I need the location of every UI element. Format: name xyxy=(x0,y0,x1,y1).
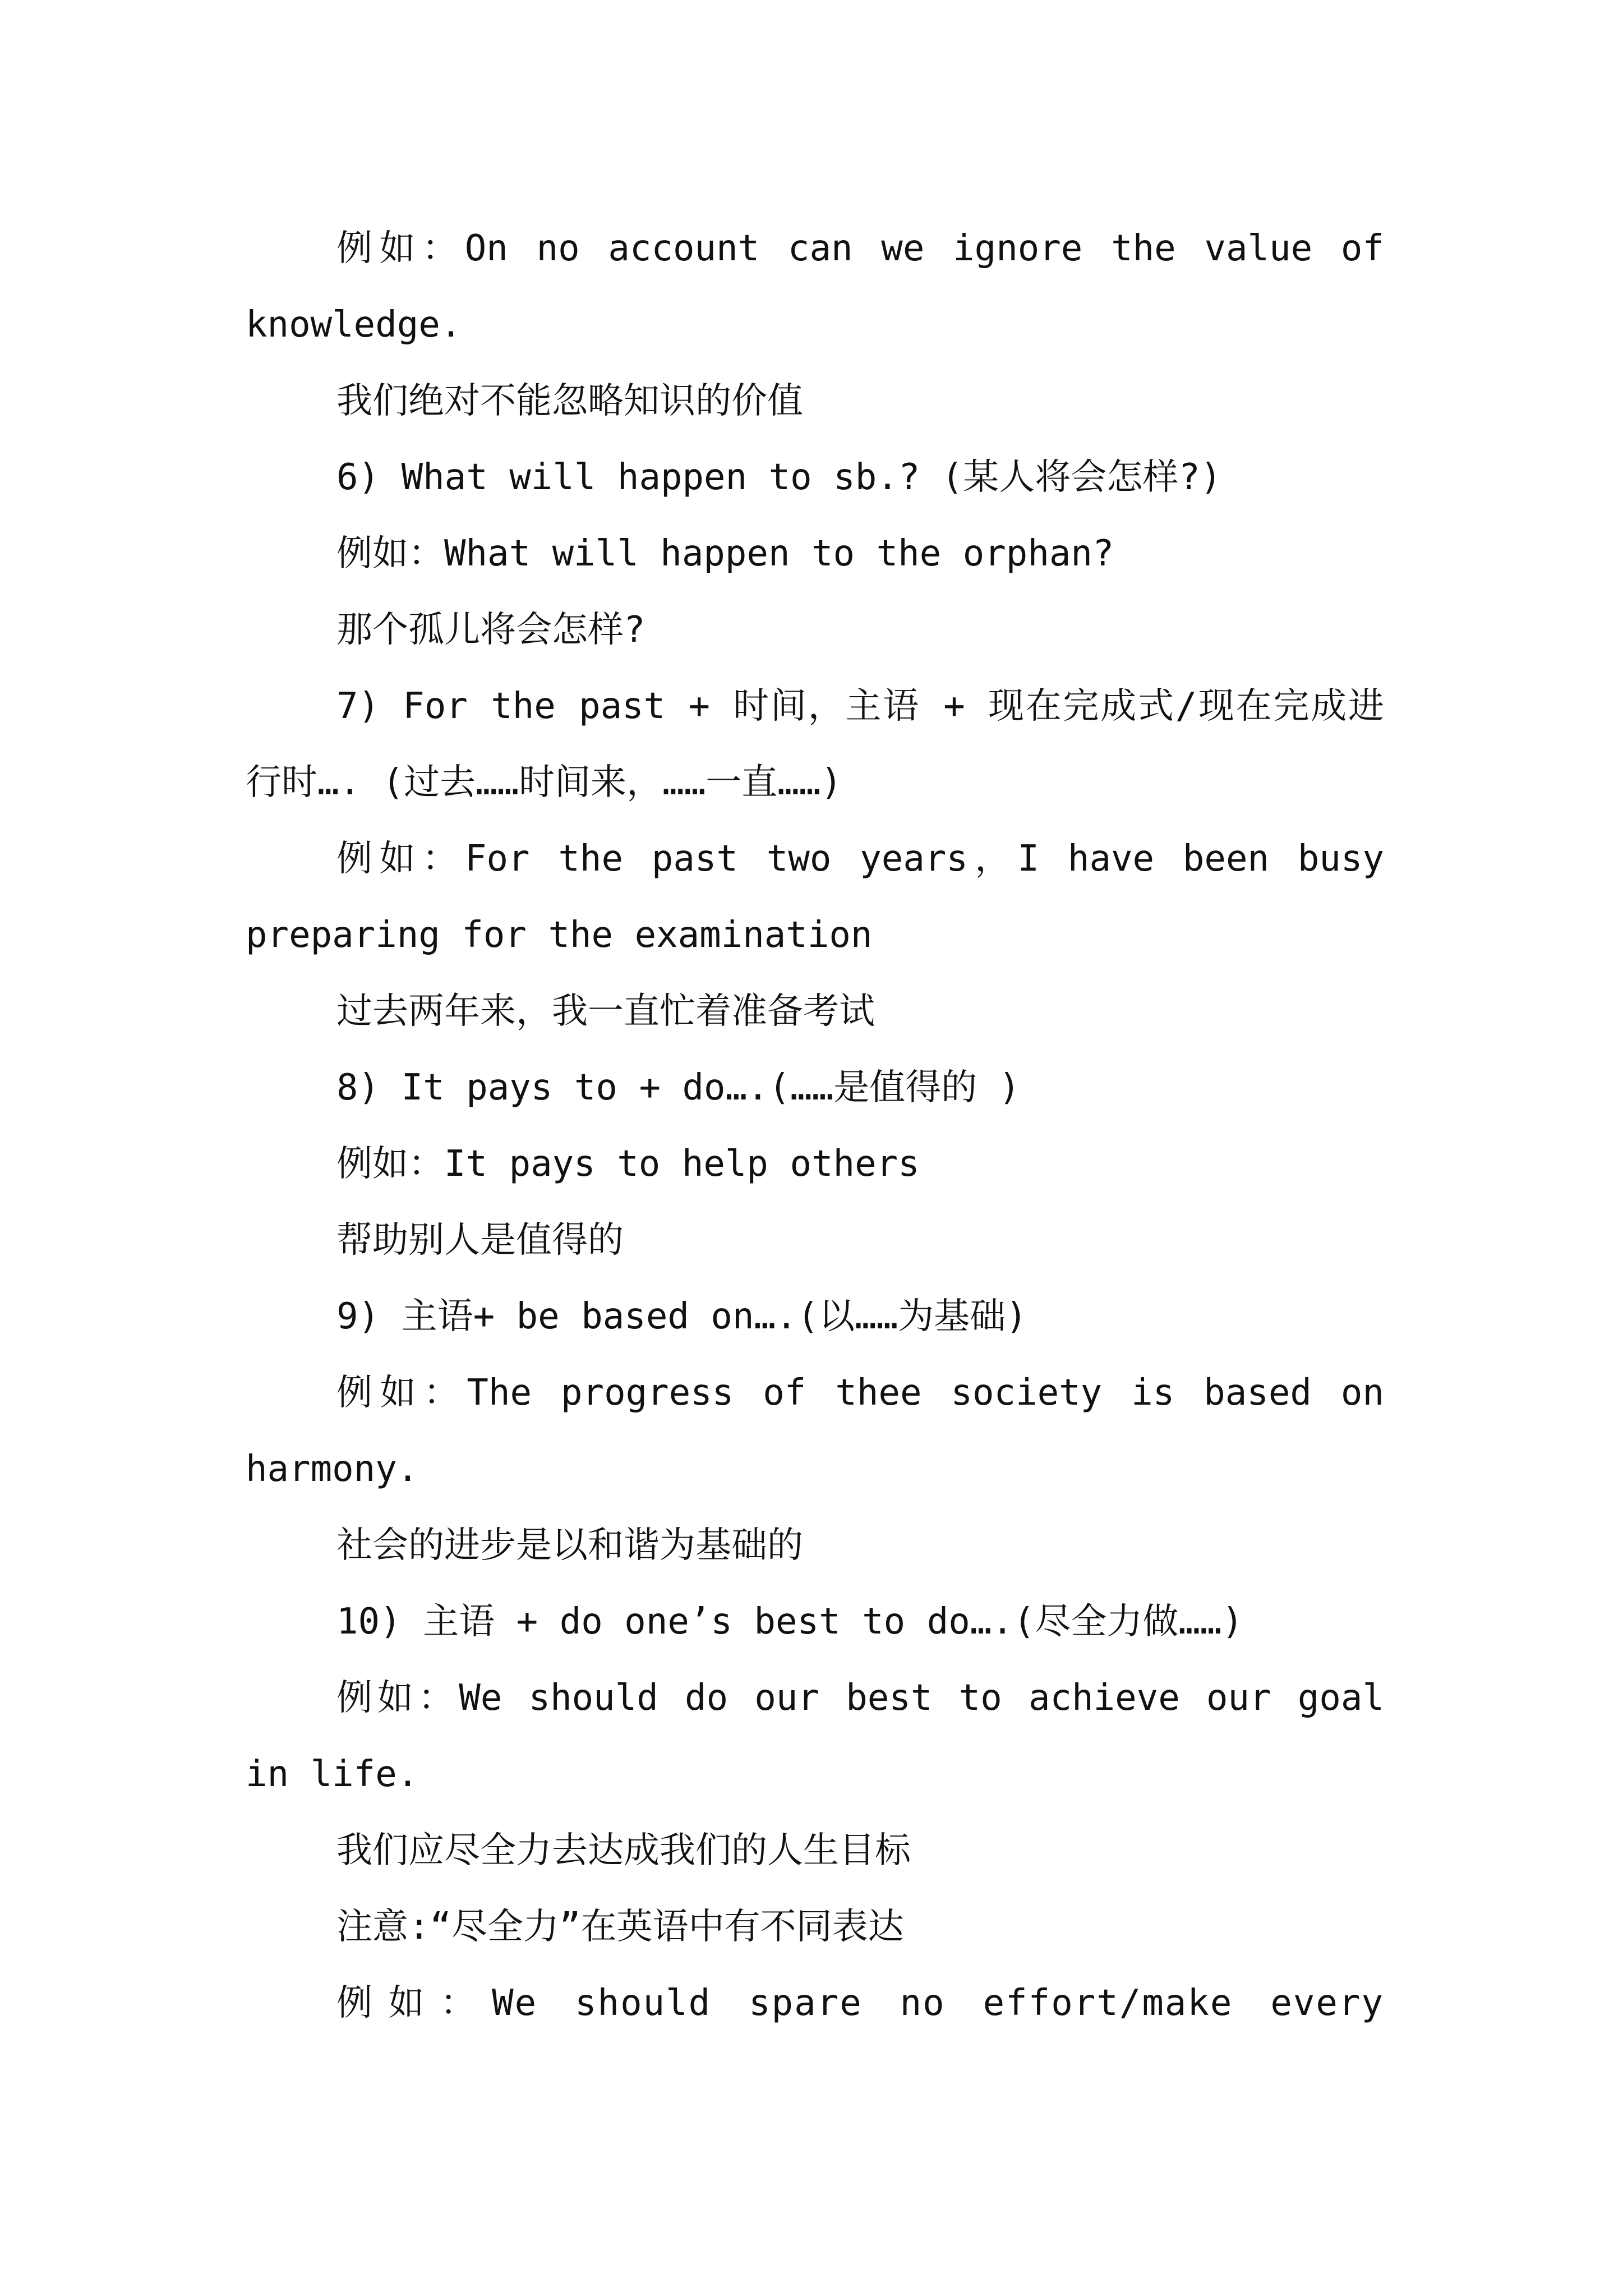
pattern-9-heading: 9) 主语+ be based on….(以……为基础) xyxy=(336,1296,1027,1337)
example-past-two-years: 例如：For the past two years，I have been busy preparing for the examination xyxy=(246,838,1384,956)
pattern-8-heading: 8) It pays to + do….(……是值得的 ) xyxy=(336,1067,1021,1108)
pattern-10-heading: 10) 主语 + do one’s best to do….(尽全力做……) xyxy=(336,1601,1243,1642)
translation-orphan: 那个孤儿将会怎样? xyxy=(336,609,645,651)
pattern-7-heading: 7) For the past + 时间，主语 + 现在完成式/现在完成进行时…. (过去……时间来，……一直……) xyxy=(246,685,1384,803)
example-help-others: 例如：It pays to help others xyxy=(336,1143,920,1185)
pattern-6-heading: 6) What will happen to sb.? (某人将会怎样?) xyxy=(336,457,1222,498)
note-best-expressions: 注意:“尽全力”在英语中有不同表达 xyxy=(336,1906,904,1948)
example-spare-no-effort: 例如：We should spare no effort/make every xyxy=(336,1982,1384,2024)
translation-achieve-goal: 我们应尽全力去达成我们的人生目标 xyxy=(336,1830,911,1871)
example-on-no-account: 例如：On no account can we ignore the value of knowledge. xyxy=(246,228,1384,346)
document-body xyxy=(246,210,1384,2041)
translation-ignore-knowledge: 我们绝对不能忽略知识的价值 xyxy=(336,380,803,422)
example-society-harmony: 例如：The progress of thee society is based on harmony. xyxy=(246,1372,1384,1490)
translation-past-two-years: 过去两年来，我一直忙着准备考试 xyxy=(336,991,875,1032)
translation-help-others: 帮助别人是值得的 xyxy=(336,1220,624,1261)
example-achieve-goal: 例如：We should do our best to achieve our goal in life. xyxy=(246,1677,1384,1795)
example-orphan: 例如：What will happen to the orphan? xyxy=(336,533,1114,574)
translation-society-harmony: 社会的进步是以和谐为基础的 xyxy=(336,1525,803,1566)
